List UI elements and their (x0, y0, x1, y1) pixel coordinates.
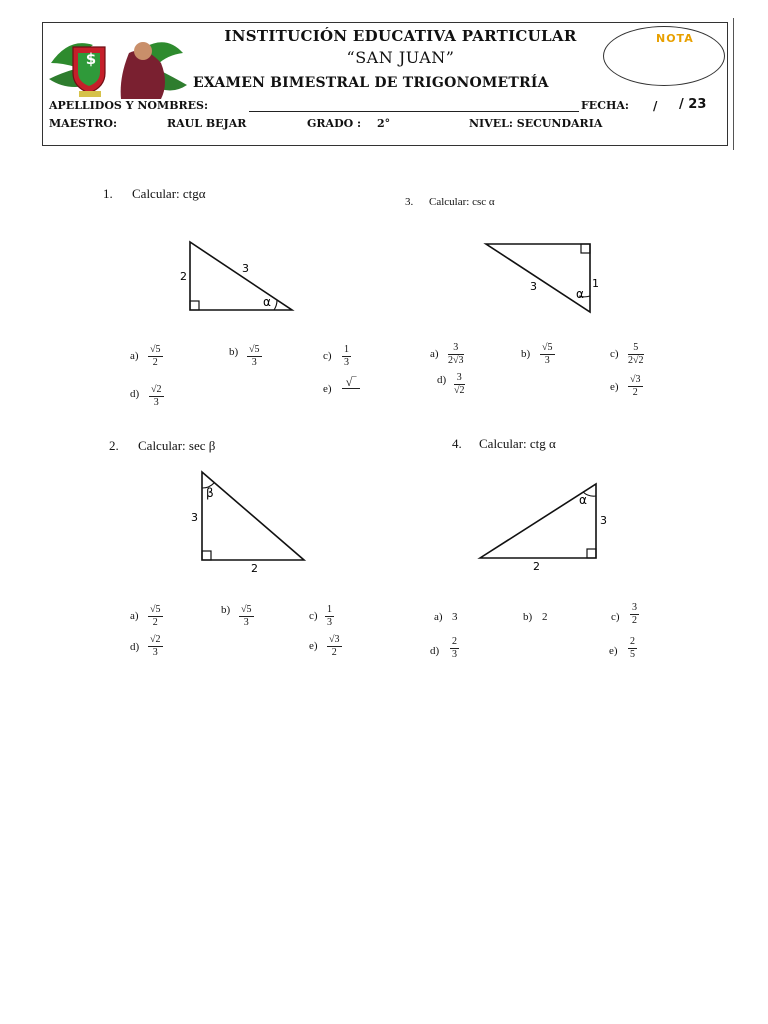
q1-option-e-num: √‾ (342, 376, 360, 389)
q1-option-d-num: √2 (151, 384, 162, 395)
q1-option-b-fraction[interactable] (247, 344, 262, 369)
q3-prompt: Calcular: csc α (429, 196, 495, 208)
q2-option-a-label[interactable]: a) (130, 610, 139, 622)
q1-option-d-den: 3 (153, 397, 159, 408)
q3-option-d-fraction[interactable] (454, 372, 465, 397)
q2-option-b-fraction[interactable] (239, 604, 254, 629)
teacher-label: MAESTRO: (49, 117, 118, 130)
date-label: FECHA: (581, 99, 629, 112)
q4-prompt: Calcular: ctg α (479, 436, 556, 451)
q2-number: 2. (109, 438, 119, 453)
q1-option-a-fraction[interactable] (148, 344, 163, 369)
logo-symbol: $ (85, 50, 97, 68)
q3-angle: α (576, 287, 584, 301)
q1-option-c-label[interactable]: c) (323, 350, 332, 362)
q3-side-vertical: 1 (592, 277, 599, 290)
q2-option-c-fraction[interactable] (325, 604, 334, 629)
grade-value: 2° (377, 117, 391, 130)
q2-option-d-den: 3 (152, 647, 158, 658)
q1-option-b-label[interactable]: b) (229, 346, 239, 358)
q3-option-c-label[interactable]: c) (610, 348, 619, 360)
q2-option-a-fraction[interactable] (148, 604, 163, 629)
q2-triangle (186, 466, 312, 578)
q3-hypotenuse: 3 (530, 280, 537, 293)
q2-prompt: Calcular: sec β (138, 438, 216, 453)
q3-option-b-fraction[interactable] (540, 342, 555, 367)
q2-angle: β (206, 486, 214, 500)
q4-option-a-label[interactable]: a) (434, 611, 443, 623)
q3-option-e-num: √3 (630, 374, 641, 385)
q3-option-d-den: √2 (454, 385, 465, 396)
q1-option-d-fraction[interactable] (149, 384, 164, 409)
q4-option-c-num: 3 (632, 602, 637, 613)
q1-option-c-den: 3 (344, 357, 349, 368)
q2-option-c-num: 1 (327, 604, 332, 615)
q2-option-a-num: √5 (150, 604, 161, 615)
date-value: / (653, 99, 658, 113)
q3-option-b-den: 3 (544, 355, 550, 366)
q3-option-e-label[interactable]: e) (610, 381, 619, 393)
q4-option-e-fraction[interactable] (628, 636, 637, 661)
q4-option-c-label[interactable]: c) (611, 611, 620, 623)
q1-option-e-label[interactable]: e) (323, 383, 332, 395)
q4-option-c-den: 2 (632, 615, 637, 626)
q1-option-c-num: 1 (344, 344, 349, 355)
q2-side-horizontal: 2 (251, 562, 258, 575)
page-right-rule (733, 18, 734, 150)
q1-hypotenuse: 3 (242, 262, 249, 275)
school-name: “SAN JUAN” (346, 48, 455, 67)
q3-option-d-num: 3 (454, 372, 465, 385)
q2-option-d-num: √2 (150, 634, 161, 645)
q3-option-a-num: 3 (448, 342, 464, 355)
q3-option-c-fraction[interactable] (628, 342, 644, 367)
q4-option-b-value[interactable]: 2 (542, 611, 548, 623)
q3-option-c-den: 2√2 (628, 355, 644, 366)
q4-option-e-num: 2 (630, 636, 635, 647)
q1-option-e-fraction[interactable] (342, 376, 360, 389)
q1-option-a-label[interactable]: a) (130, 350, 139, 362)
q2-option-c-label[interactable]: c) (309, 610, 318, 622)
q3-option-e-den: 2 (632, 387, 638, 398)
q1-option-c-fraction[interactable] (342, 344, 351, 369)
q4-side-horizontal: 2 (533, 560, 540, 573)
q2-option-e-fraction[interactable] (327, 634, 342, 659)
q3-triangle (478, 236, 608, 318)
q4-option-b-label[interactable]: b) (523, 611, 533, 623)
q1-prompt: Calcular: ctgα (132, 186, 206, 201)
q1-number: 1. (103, 186, 113, 201)
q2-option-e-label[interactable]: e) (309, 640, 318, 652)
q1-option-d-label[interactable]: d) (130, 388, 140, 400)
q4-number: 4. (452, 436, 462, 451)
q1-option-b-num: √5 (249, 344, 260, 355)
q2-option-e-den: 2 (331, 647, 337, 658)
q3-option-c-num: 5 (628, 342, 644, 355)
q3-option-d-label[interactable]: d) (437, 374, 447, 386)
q1-side-vertical: 2 (180, 270, 187, 283)
q1-option-a-num: √5 (150, 344, 161, 355)
q4-option-d-label[interactable]: d) (430, 645, 440, 657)
q2-side-vertical: 3 (191, 511, 198, 524)
q4-option-c-fraction[interactable] (630, 602, 639, 627)
q1-angle: α (263, 295, 271, 309)
exam-title: EXAMEN BIMESTRAL DE TRIGONOMETRÍA (193, 75, 549, 91)
teacher-name: RAUL BEJAR (167, 117, 247, 130)
q3-option-a-den: 2√3 (448, 355, 464, 366)
q4-option-d-den: 3 (452, 649, 457, 660)
q1-option-b-den: 3 (251, 357, 257, 368)
names-blank-line[interactable] (249, 99, 579, 117)
q4-side-vertical: 3 (600, 514, 607, 527)
q4-option-d-num: 2 (452, 636, 457, 647)
q3-option-a-fraction[interactable] (448, 342, 464, 367)
q4-angle: α (579, 493, 587, 507)
q1-option-a-den: 2 (152, 357, 158, 368)
names-label: APELLIDOS Y NOMBRES: (49, 99, 209, 112)
school-logo (49, 33, 189, 101)
score-total: / 23 (679, 97, 707, 112)
q2-option-e-num: √3 (329, 634, 340, 645)
q2-option-b-label[interactable]: b) (221, 604, 231, 616)
institution-title: INSTITUCIÓN EDUCATIVA PARTICULAR (224, 27, 577, 45)
q2-option-d-label[interactable]: d) (130, 641, 140, 653)
q2-option-b-num: √5 (241, 604, 252, 615)
q4-option-e-den: 5 (630, 649, 635, 660)
q4-option-a-value[interactable]: 3 (452, 611, 458, 623)
nota-label: NOTA (656, 32, 694, 45)
grade-label: GRADO : (307, 117, 362, 130)
q1-triangle (170, 236, 300, 318)
q3-option-b-label[interactable]: b) (521, 348, 531, 360)
q3-option-e-fraction[interactable] (628, 374, 643, 399)
q3-number: 3. (405, 196, 414, 208)
q4-option-d-fraction[interactable] (450, 636, 459, 661)
exam-header (42, 22, 728, 146)
q2-option-a-den: 2 (152, 617, 158, 628)
q3-option-a-label[interactable]: a) (430, 348, 439, 360)
q2-option-d-fraction[interactable] (148, 634, 163, 659)
q2-option-c-den: 3 (327, 617, 332, 628)
q4-option-e-label[interactable]: e) (609, 645, 618, 657)
q2-option-b-den: 3 (243, 617, 249, 628)
level-label: NIVEL: SECUNDARIA (469, 117, 603, 130)
q3-option-b-num: √5 (542, 342, 553, 353)
q4-triangle (472, 476, 612, 576)
